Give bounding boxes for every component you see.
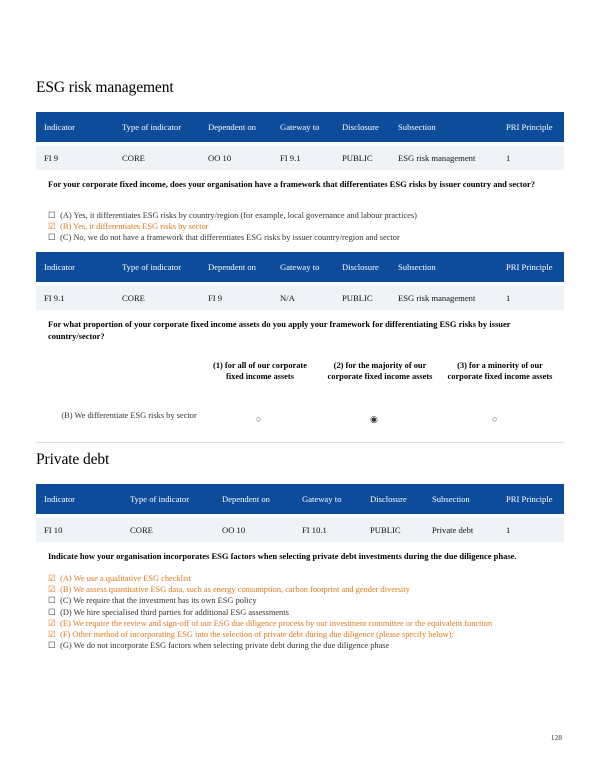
question-fi9-1: For what proportion of your corporate fixed income assets do you apply your framework for differentiating ESG risks by issuer country/sector? xyxy=(48,319,511,341)
indicator-table-fi9-1 xyxy=(36,252,564,310)
table-header-row xyxy=(36,252,564,284)
checkbox-icon[interactable]: ☐ xyxy=(48,596,56,606)
cell-subsection: ESG risk management xyxy=(390,284,498,310)
cell-disclosure: PUBLIC xyxy=(362,516,424,542)
header-gateway: Gateway to xyxy=(294,484,362,516)
option-label: (G) We do not incorporate ESG factors when selecting private debt during the due diligence phase xyxy=(60,641,390,651)
header-subsection: Subsection xyxy=(390,252,498,284)
cell-indicator: FI 9 xyxy=(36,144,114,170)
options-fi10 xyxy=(48,573,548,651)
indicator-table-fi10 xyxy=(36,484,564,542)
cell-type: CORE xyxy=(122,516,214,542)
header-type: Type of indicator xyxy=(114,252,200,284)
option-label: (C) No, we do not have a framework that differentiates ESG risks by issuer country/region and sector xyxy=(60,233,400,243)
option-f[interactable] xyxy=(48,629,548,640)
header-disclosure: Disclosure xyxy=(334,252,390,284)
cell-type: CORE xyxy=(114,144,200,170)
header-subsection: Subsection xyxy=(390,112,498,144)
table-header-row xyxy=(36,112,564,144)
option-b[interactable] xyxy=(48,584,548,595)
cell-disclosure: PUBLIC xyxy=(334,284,390,310)
cell-principle: 1 xyxy=(498,516,564,542)
header-dependent: Dependent on xyxy=(214,484,294,516)
checkbox-checked-icon[interactable]: ☑ xyxy=(48,630,56,640)
checkbox-checked-icon[interactable]: ☑ xyxy=(48,574,56,583)
header-indicator: Indicator xyxy=(36,484,122,516)
grid-row xyxy=(36,402,564,443)
cell-dependent: FI 9 xyxy=(200,284,272,310)
header-indicator: Indicator xyxy=(36,112,114,144)
indicator-table-fi9 xyxy=(36,112,564,170)
header-type: Type of indicator xyxy=(114,112,200,144)
option-label: (B) We assess quantitative ESG data, such as energy consumption, carbon footprint and gender diversity xyxy=(60,585,410,595)
header-indicator: Indicator xyxy=(36,252,114,284)
grid-col-all: (1) for all of our corporate fixed income assets xyxy=(213,361,307,381)
option-g[interactable] xyxy=(48,640,548,651)
cell-principle: 1 xyxy=(498,284,564,310)
section-title-esg-risk-management: ESG risk management xyxy=(36,79,174,96)
section-title-private-debt: Private debt xyxy=(36,451,110,468)
option-e[interactable] xyxy=(48,618,548,629)
cell-disclosure: PUBLIC xyxy=(334,144,390,170)
option-label: (D) We hire specialised third parties for additional ESG assessments xyxy=(60,607,289,617)
options-fi9 xyxy=(48,210,548,244)
cell-dependent: OO 10 xyxy=(200,144,272,170)
header-type: Type of indicator xyxy=(122,484,214,516)
grid-col-majority: (2) for the majority of our corporate fixed income assets xyxy=(327,361,433,381)
checkbox-checked-icon[interactable]: ☑ xyxy=(48,618,56,628)
grid-row-label: (B) We differentiate ESG risks by sector xyxy=(61,411,197,420)
header-dependent: Dependent on xyxy=(200,252,272,284)
question-fi9: For your corporate fixed income, does your organisation have a framework that differentiates ESG risks by issuer country and sector? xyxy=(48,179,535,189)
cell-gateway: N/A xyxy=(272,284,334,310)
cell-principle: 1 xyxy=(498,144,564,170)
option-c[interactable] xyxy=(48,232,548,243)
page-number: 128 xyxy=(550,733,562,742)
table-row xyxy=(36,144,564,170)
cell-gateway: FI 9.1 xyxy=(272,144,334,170)
option-label: (F) Other method of incorporating ESG into the selection of private debt during due diligence (please specify below): xyxy=(60,630,454,640)
cell-type: CORE xyxy=(114,284,200,310)
header-gateway: Gateway to xyxy=(272,252,334,284)
cell-subsection: Private debt xyxy=(424,516,498,542)
option-label: (E) We require the review and sign-off of our ESG due diligence process by our investment committee or the equivalent function xyxy=(60,618,493,628)
checkbox-icon[interactable]: ☐ xyxy=(48,233,56,243)
option-c[interactable] xyxy=(48,595,548,606)
option-label: (B) Yes, it differentiates ESG risks by sector xyxy=(60,222,209,232)
checkbox-icon[interactable]: ☐ xyxy=(48,641,56,651)
cell-indicator: FI 9.1 xyxy=(36,284,114,310)
table-header-row xyxy=(36,484,564,516)
header-principle: PRI Principle xyxy=(498,484,564,516)
checkbox-checked-icon[interactable]: ☑ xyxy=(48,585,56,595)
option-label: (C) We require that the investment has its own ESG policy xyxy=(60,596,257,606)
checkbox-checked-icon[interactable]: ☑ xyxy=(48,222,56,232)
checkbox-icon[interactable]: ☐ xyxy=(48,211,56,220)
question-fi10: Indicate how your organisation incorporates ESG factors when selecting private debt investments during the due diligence phase. xyxy=(48,551,517,561)
header-gateway: Gateway to xyxy=(272,112,334,144)
radio-minority[interactable]: ○ xyxy=(492,414,498,424)
checkbox-icon[interactable]: ☐ xyxy=(48,607,56,617)
cell-indicator: FI 10 xyxy=(36,516,122,542)
cell-subsection: ESG risk management xyxy=(390,144,498,170)
option-d[interactable] xyxy=(48,607,548,618)
header-subsection: Subsection xyxy=(424,484,498,516)
header-dependent: Dependent on xyxy=(200,112,272,144)
table-row xyxy=(36,516,564,542)
radio-all[interactable]: ○ xyxy=(256,414,262,424)
header-principle: PRI Principle xyxy=(498,252,564,284)
option-b[interactable] xyxy=(48,221,548,232)
option-a[interactable] xyxy=(48,573,548,584)
option-a[interactable] xyxy=(48,210,548,221)
table-row xyxy=(36,284,564,310)
cell-gateway: FI 10.1 xyxy=(294,516,362,542)
grid-col-minority: (3) for a minority of our corporate fixed income assets xyxy=(447,361,553,381)
header-principle: PRI Principle xyxy=(498,112,564,144)
header-disclosure: Disclosure xyxy=(334,112,390,144)
radio-majority-selected[interactable]: ◉ xyxy=(370,414,378,424)
header-disclosure: Disclosure xyxy=(362,484,424,516)
option-label: (A) We use a qualitative ESG checklist xyxy=(60,574,191,583)
cell-dependent: OO 10 xyxy=(214,516,294,542)
option-label: (A) Yes, it differentiates ESG risks by country/region (for example, local governance and labour practices) xyxy=(60,211,417,220)
